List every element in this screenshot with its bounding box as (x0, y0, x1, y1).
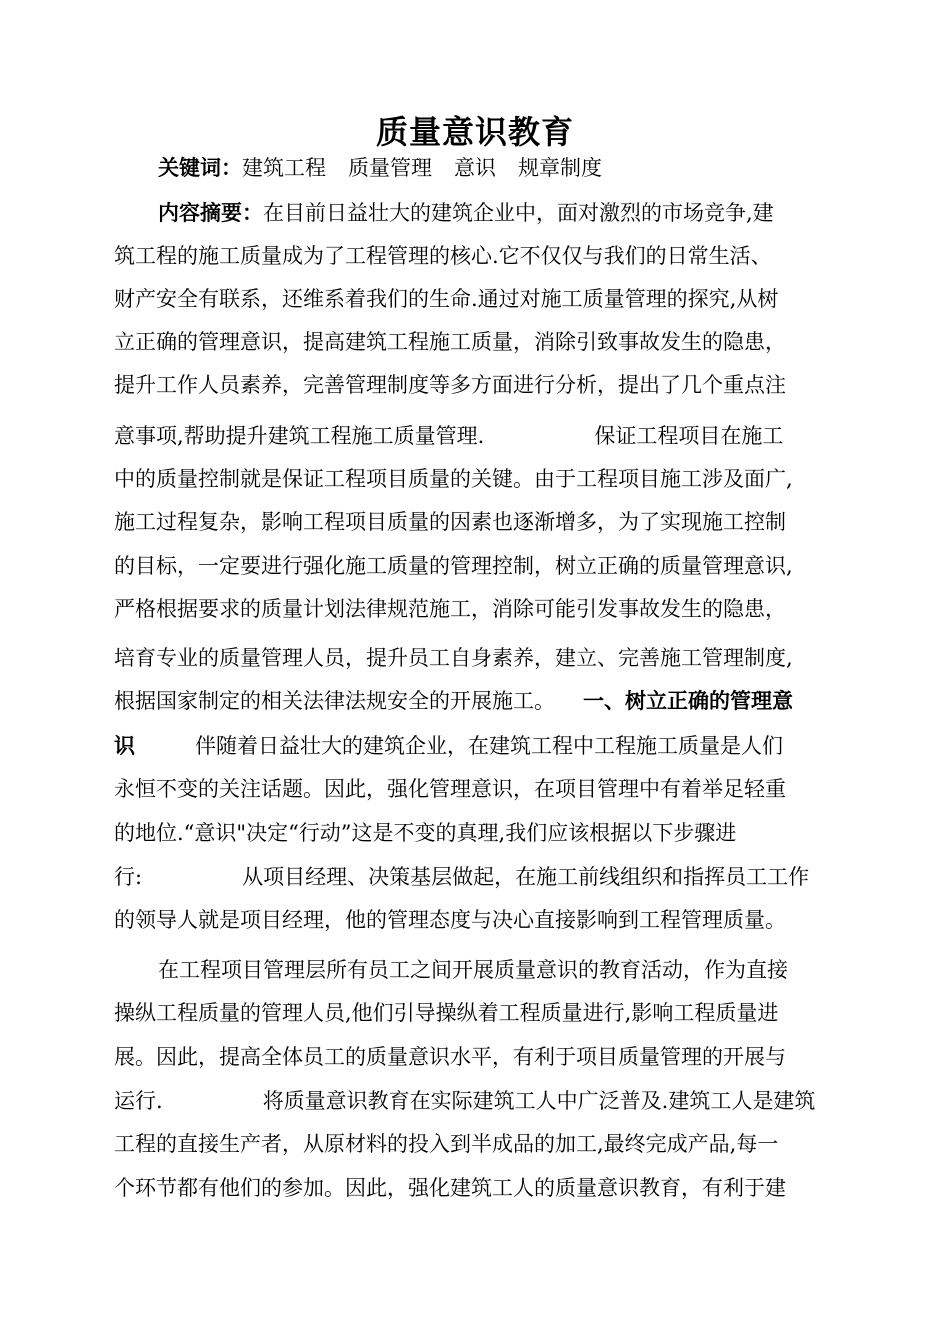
section-heading: 一、树立正确的管理意 (583, 688, 793, 713)
body-line: 的地位.“意识"决定“行动”这是不变的真理,我们应该根据以下步骤进 (114, 821, 737, 845)
keyword-item: 规章制度 (518, 156, 602, 180)
body-line: 筑工程的施工质量成为了工程管理的核心.它不仅仅与我们的日常生活、 (114, 244, 772, 268)
body-line (114, 686, 836, 716)
keywords-label: 关键词： (158, 155, 242, 180)
body-text: 伴随着日益壮大的建筑企业，在建筑工程中工程施工质量是人们 (195, 734, 783, 758)
abstract-label: 内容摘要： (158, 200, 263, 225)
body-text: 在目前日益壮大的建筑企业中，面对激烈的市场竞争,建 (263, 201, 774, 225)
body-line (114, 731, 836, 761)
body-text: 意事项,帮助提升建筑工程施工质量管理. (114, 424, 485, 448)
body-line: 个环节都有他们的参加。因此，强化建筑工人的质量意识教育，有利于建 (114, 1176, 786, 1200)
body-line: 的领导人就是项目经理，他的管理态度与决心直接影响到工程管理质量。 (114, 908, 786, 932)
body-line (114, 862, 836, 892)
body-line: 立正确的管理意识，提高建筑工程施工质量，消除引致事故发生的隐患， (114, 330, 786, 354)
body-line: 财产安全有联系，还维系着我们的生命.通过对施工质量管理的探究,从树 (114, 287, 779, 311)
document-title: 质量意识教育 (375, 113, 574, 151)
body-line: 永恒不变的关注话题。因此，强化管理意识，在项目管理中有着举足轻重 (114, 777, 786, 801)
body-line: 施工过程复杂，影响工程项目质量的因素也逐渐增多，为了实现施工控制 (114, 510, 786, 534)
body-line: 在工程项目管理层所有员工之间开展质量意识的教育活动，作为直接 (158, 958, 788, 982)
keyword-item: 质量管理 (348, 156, 432, 180)
body-line: 的目标，一定要进行强化施工质量的管理控制，树立正确的质量管理意识, (114, 554, 793, 578)
keywords-line (158, 153, 624, 183)
body-text: 运行. (114, 1089, 163, 1113)
body-line: 展。因此，提高全体员工的质量意识水平，有利于项目质量管理的开展与 (114, 1045, 786, 1069)
body-text: 保证工程项目在施工 (594, 424, 784, 448)
body-line (114, 1086, 836, 1116)
body-line: 工程的直接生产者，从原材料的投入到半成品的加工,最终完成产品,每一 (114, 1132, 779, 1156)
body-line: 中的质量控制就是保证工程项目质量的关键。由于工程项目施工涉及面广, (114, 467, 793, 491)
body-line: 提升工作人员素养，完善管理制度等多方面进行分析，提出了几个重点注 (114, 373, 786, 397)
body-line (158, 198, 838, 228)
body-text: 根据国家制定的相关法律法规安全的开展施工。 (114, 689, 555, 713)
body-line: 培育专业的质量管理人员，提升员工自身素养，建立、完善施工管理制度, (114, 646, 793, 670)
body-text: 将质量意识教育在实际建筑工人中广泛普及.建筑工人是建筑 (262, 1089, 816, 1113)
keyword-item: 意识 (454, 156, 496, 180)
body-line: 操纵工程质量的管理人员,他们引导操纵着工程质量进行,影响工程质量进 (114, 1001, 779, 1025)
keyword-item: 建筑工程 (242, 156, 326, 180)
body-text: 从项目经理、决策基层做起，在施工前线组织和指挥员工工作 (242, 865, 810, 889)
body-line (114, 421, 836, 451)
body-line: 严格根据要求的质量计划法律规范施工，消除可能引发事故发生的隐患， (114, 597, 786, 621)
body-text: 行: (114, 865, 143, 889)
section-heading: 识 (114, 733, 135, 758)
